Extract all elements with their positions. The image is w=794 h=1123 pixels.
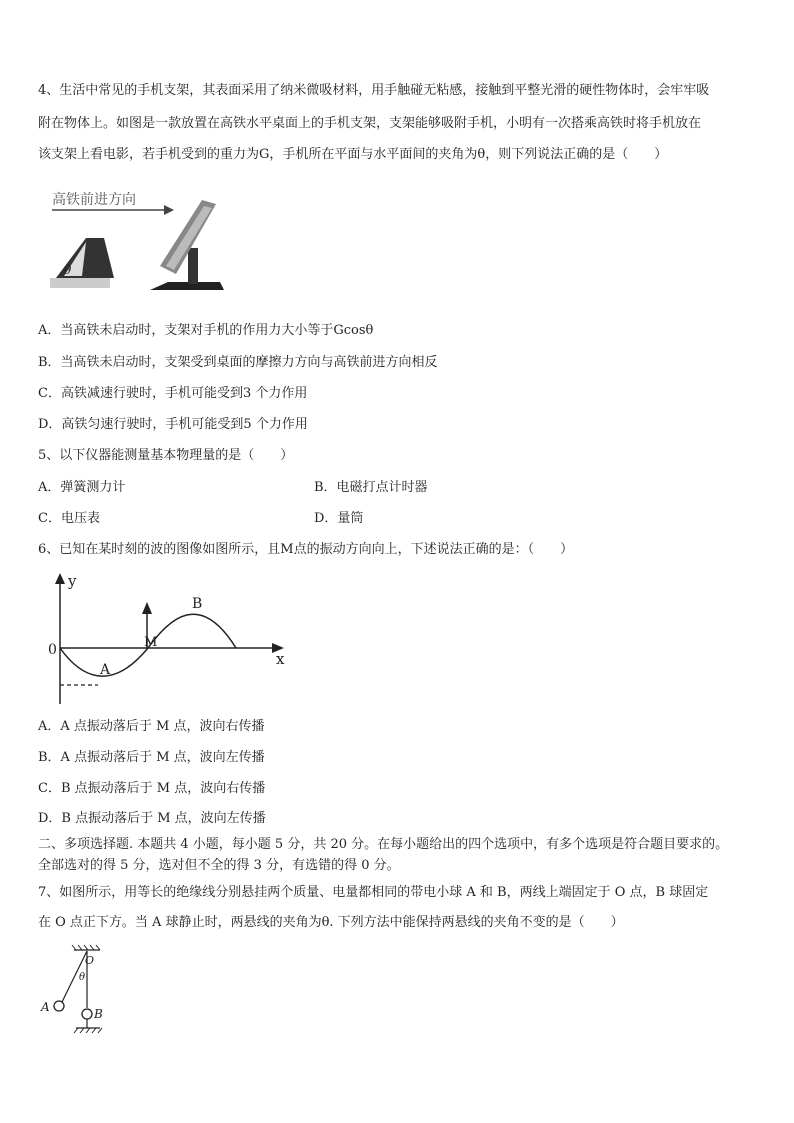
section2-heading-line2: 全部选对的得 5 分，选对但不全的得 3 分，有选错的得 0 分。: [38, 858, 400, 873]
q5-option-c: C．电压表: [38, 511, 100, 526]
q4-option-c: C．高铁减速行驶时，手机可能受到3 个力作用: [38, 386, 308, 401]
q6-option-b: B．A 点振动落后于 M 点，波向左传播: [38, 750, 265, 765]
wave-figure: [40, 570, 300, 710]
q4-option-b: B．当高铁未启动时，支架受到桌面的摩擦力方向与高铁前进方向相反: [38, 355, 438, 370]
pendulum-figure: [38, 944, 112, 1038]
q4-stem-line3: 该支架上看电影，若手机受到的重力为G，手机所在平面与水平面间的夹角为θ，则下列说法正确的是（ ）: [38, 147, 668, 162]
q5-stem: 5、以下仪器能测量基本物理量的是（ ）: [38, 448, 294, 463]
point-a-label: A: [100, 662, 111, 678]
ball-b-label: B: [94, 1007, 103, 1021]
section2-heading-line1: 二、多项选择题. 本题共 4 小题，每小题 5 分，共 20 分。在每小题给出的四个选项中，有多个选项是符合题目要求的。: [38, 837, 729, 852]
train-direction-label: 高铁前进方向: [52, 192, 136, 208]
angle-theta-label: θ: [64, 263, 72, 277]
q5-option-b: B．电磁打点计时器: [314, 480, 428, 495]
floor-hatch: [74, 1028, 102, 1033]
m-velocity-arrowhead: [142, 602, 152, 614]
left-stand-base: [50, 278, 110, 288]
ball-a-label: A: [41, 1000, 50, 1014]
q7-stem-line2: 在 O 点正下方。当 A 球静止时，两悬线的夹角为θ. 下列方法中能保持两悬线的夹角不变的是（ ）: [38, 915, 624, 930]
point-b-label: B: [192, 596, 203, 612]
q4-option-a: A．当高铁未启动时，支架对手机的作用力大小等于Gcosθ: [38, 323, 374, 338]
q6-stem: 6、已知在某时刻的波的图像如图所示，且M点的振动方向向上，下述说法正确的是：（ ）: [38, 542, 574, 557]
origin-label: 0: [48, 642, 57, 658]
y-axis-label: y: [68, 572, 77, 590]
point-o-label: O: [85, 954, 95, 967]
right-stand-neck: [188, 248, 198, 284]
train-direction-arrowhead: [164, 205, 174, 215]
ball-b: [82, 1009, 92, 1019]
point-m-label: M: [144, 635, 158, 650]
q5-option-d: D．量筒: [314, 511, 364, 526]
q6-option-a: A．A 点振动落后于 M 点，波向右传播: [38, 719, 265, 734]
q6-option-c: C．B 点振动落后于 M 点，波向右传播: [38, 781, 266, 796]
x-axis-label: x: [276, 650, 285, 668]
ceiling-hatch: [72, 945, 100, 950]
q7-stem-line1: 7、如图所示，用等长的绝缘线分别悬挂两个质量、电量都相同的带电小球 A 和 B，两线上端固定于 O 点，B 球固定: [38, 885, 709, 900]
y-axis-arrowhead: [55, 573, 65, 584]
q4-stem-line2: 附在物体上。如图是一款放置在高铁水平桌面上的手机支架，支架能够吸附手机，小明有一次搭乘高铁时将手机放在: [38, 116, 702, 131]
phone-stand-figure: [42, 186, 232, 298]
q4-stem-line1: 4、生活中常见的手机支架，其表面采用了纳米微吸材料，用手触碰无粘感，接触到平整光滑的硬性物体时，会牢牢吸: [38, 83, 710, 98]
angle-theta-label-q7: θ: [79, 972, 86, 983]
q6-option-d: D．B 点振动落后于 M 点，波向左传播: [38, 811, 266, 826]
q5-option-a: A．弹簧测力计: [38, 480, 126, 495]
ball-a: [54, 1001, 64, 1011]
q4-option-d: D．高铁匀速行驶时，手机可能受到5 个力作用: [38, 417, 308, 432]
right-stand-base: [150, 282, 224, 290]
